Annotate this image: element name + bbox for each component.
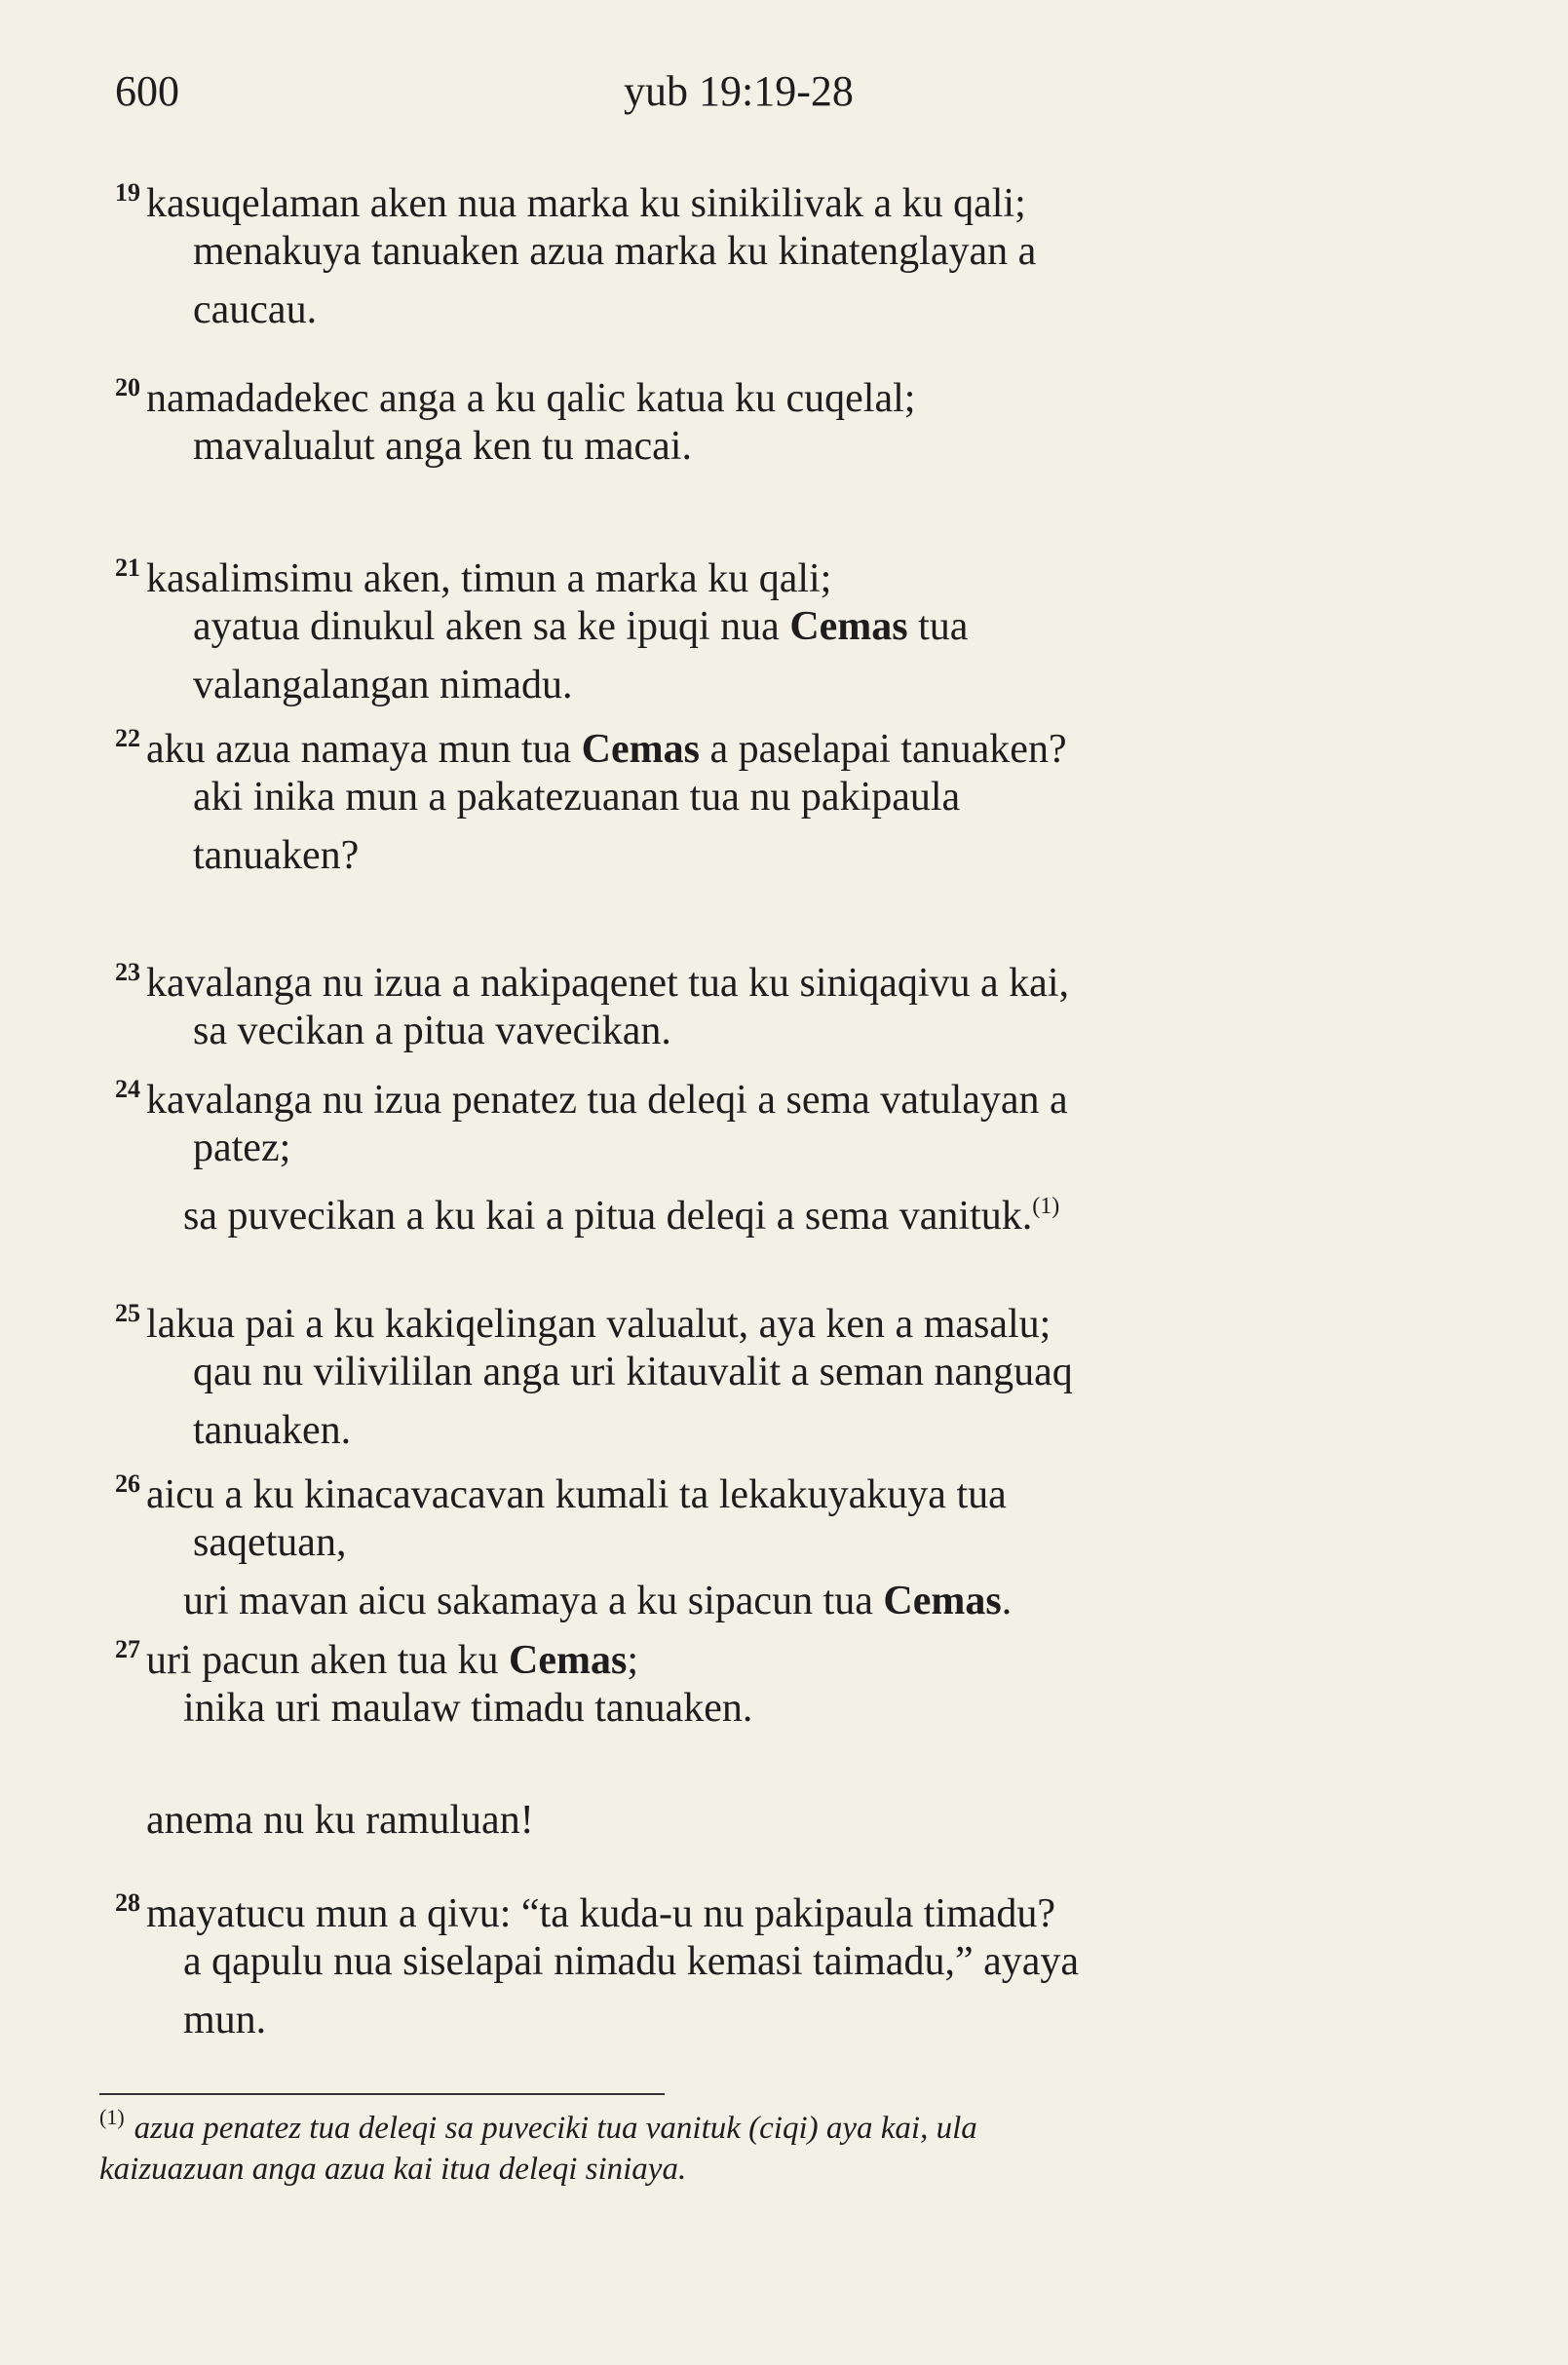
verse-line	[183, 1993, 266, 2047]
page-number: 600	[115, 67, 179, 115]
verse-line	[115, 1286, 1051, 1352]
footnote-line	[99, 2152, 686, 2188]
verse-line	[193, 1121, 290, 1175]
verse-line	[183, 1934, 1079, 1989]
verse-line	[193, 599, 968, 654]
verse-line	[146, 1793, 534, 1848]
verse-line	[115, 1062, 1068, 1127]
verse-text: mavalualut anga ken tu macai.	[193, 424, 692, 469]
footnote-reference[interactable]: (1)	[1032, 1194, 1060, 1219]
divine-name: Cemas	[789, 604, 908, 649]
verse-number: 25	[115, 1299, 140, 1327]
verse-line	[193, 283, 317, 337]
verse-line	[115, 1457, 1007, 1522]
verse-text: kasalimsimu aken, timun a marka ku qali;	[146, 556, 832, 601]
verse-number: 20	[115, 373, 140, 401]
verse-line	[193, 1403, 351, 1458]
verse-text: tanuaken?	[193, 833, 360, 878]
verse-text: uri mavan aicu sakamaya a ku sipacun tua	[183, 1579, 884, 1623]
verse-line	[193, 1345, 1073, 1399]
verse-number: 22	[115, 724, 140, 752]
footnote-text: kaizuazuan anga azua kai itua deleqi siniaya.	[99, 2152, 687, 2187]
divine-name: Cemas	[581, 727, 700, 772]
verse-line	[193, 658, 573, 712]
verse-number: 26	[115, 1469, 140, 1498]
verse-line	[183, 1574, 1012, 1628]
footnote-line	[99, 2105, 977, 2147]
verse-text: kavalanga nu izua penatez tua deleqi a sema vatulayan a	[146, 1078, 1068, 1123]
verse-line	[183, 1681, 752, 1736]
verse-line	[193, 1004, 671, 1058]
verse-text: sa puvecikan a ku kai a pitua deleqi a sema vanituk.	[183, 1194, 1033, 1239]
verse-line	[193, 770, 960, 824]
verse-number: 21	[115, 553, 140, 582]
verse-text: .	[1001, 1579, 1013, 1623]
verse-text: namadadekec anga a ku qalic katua ku cuqelal;	[146, 376, 916, 421]
verse-text: a paselapai tanuaken?	[699, 727, 1067, 772]
verse-text: uri pacun aken tua ku	[146, 1638, 510, 1683]
verse-number: 28	[115, 1888, 140, 1917]
verse-text: kasuqelaman aken nua marka ku sinikilivak a ku qali;	[146, 181, 1026, 226]
verse-text: patez;	[193, 1125, 291, 1170]
verse-line	[183, 1179, 1059, 1243]
verse-text: menakuya tanuaken azua marka ku kinatenglayan a	[193, 229, 1037, 274]
page-header	[0, 66, 1568, 125]
verse-text: mayatucu mun a qivu: “ta kuda-u nu pakipaula timadu?	[146, 1891, 1056, 1936]
verse-number: 24	[115, 1075, 140, 1103]
verse-text: a qapulu nua siselapai nimadu kemasi taimadu,” ayaya	[183, 1939, 1080, 1984]
verse-text: caucau.	[193, 287, 318, 332]
verse-text: valangalangan nimadu.	[193, 663, 573, 707]
verse-text: aicu a ku kinacavacavan kumali ta lekakuyakuya tua	[146, 1472, 1007, 1517]
verse-line	[115, 166, 1026, 231]
verse-line	[193, 1515, 346, 1570]
footnote-rule	[99, 2093, 665, 2095]
verse-text: aku azua namaya mun tua	[146, 727, 582, 772]
verse-text: tua	[907, 604, 969, 649]
verse-text: ayatua dinukul aken sa ke ipuqi nua	[193, 604, 790, 649]
verse-text: sa vecikan a pitua vavecikan.	[193, 1009, 671, 1053]
verse-text: kavalanga nu izua a nakipaqenet tua ku siniqaqivu a kai,	[146, 961, 1069, 1006]
chapter-reference: yub 19:19-28	[624, 67, 854, 115]
verse-text: qau nu vilivililan anga uri kitauvalit a seman nanguaq	[193, 1350, 1073, 1394]
verse-number: 19	[115, 178, 140, 207]
verse-line	[193, 224, 1036, 279]
verse-line	[115, 945, 1069, 1011]
verse-number: 23	[115, 958, 140, 986]
verse-text: ;	[627, 1638, 639, 1683]
verse-text: aki inika mun a pakatezuanan tua nu pakipaula	[193, 775, 961, 820]
verse-text: mun.	[183, 1998, 267, 2042]
verse-text: saqetuan,	[193, 1520, 347, 1565]
divine-name: Cemas	[509, 1638, 628, 1683]
footnote-marker: (1)	[99, 2105, 125, 2129]
verse-text: anema nu ku ramuluan!	[146, 1798, 534, 1843]
verse-text: tanuaken.	[193, 1408, 352, 1453]
divine-name: Cemas	[883, 1579, 1002, 1623]
verse-line	[115, 1876, 1055, 1941]
verse-text: inika uri maulaw timadu tanuaken.	[183, 1686, 753, 1731]
verse-line	[193, 828, 359, 883]
verse-text: lakua pai a ku kakiqelingan valualut, aya ken a masalu;	[146, 1302, 1052, 1347]
footnote-text: azua penatez tua deleqi sa puveciki tua vanituk (ciqi) aya kai, ula	[134, 2111, 977, 2146]
verse-line	[115, 711, 1067, 777]
verse-line	[115, 541, 831, 606]
verse-line	[115, 361, 915, 426]
verse-line	[193, 419, 692, 474]
verse-number: 27	[115, 1635, 140, 1663]
verse-line	[115, 1622, 638, 1688]
